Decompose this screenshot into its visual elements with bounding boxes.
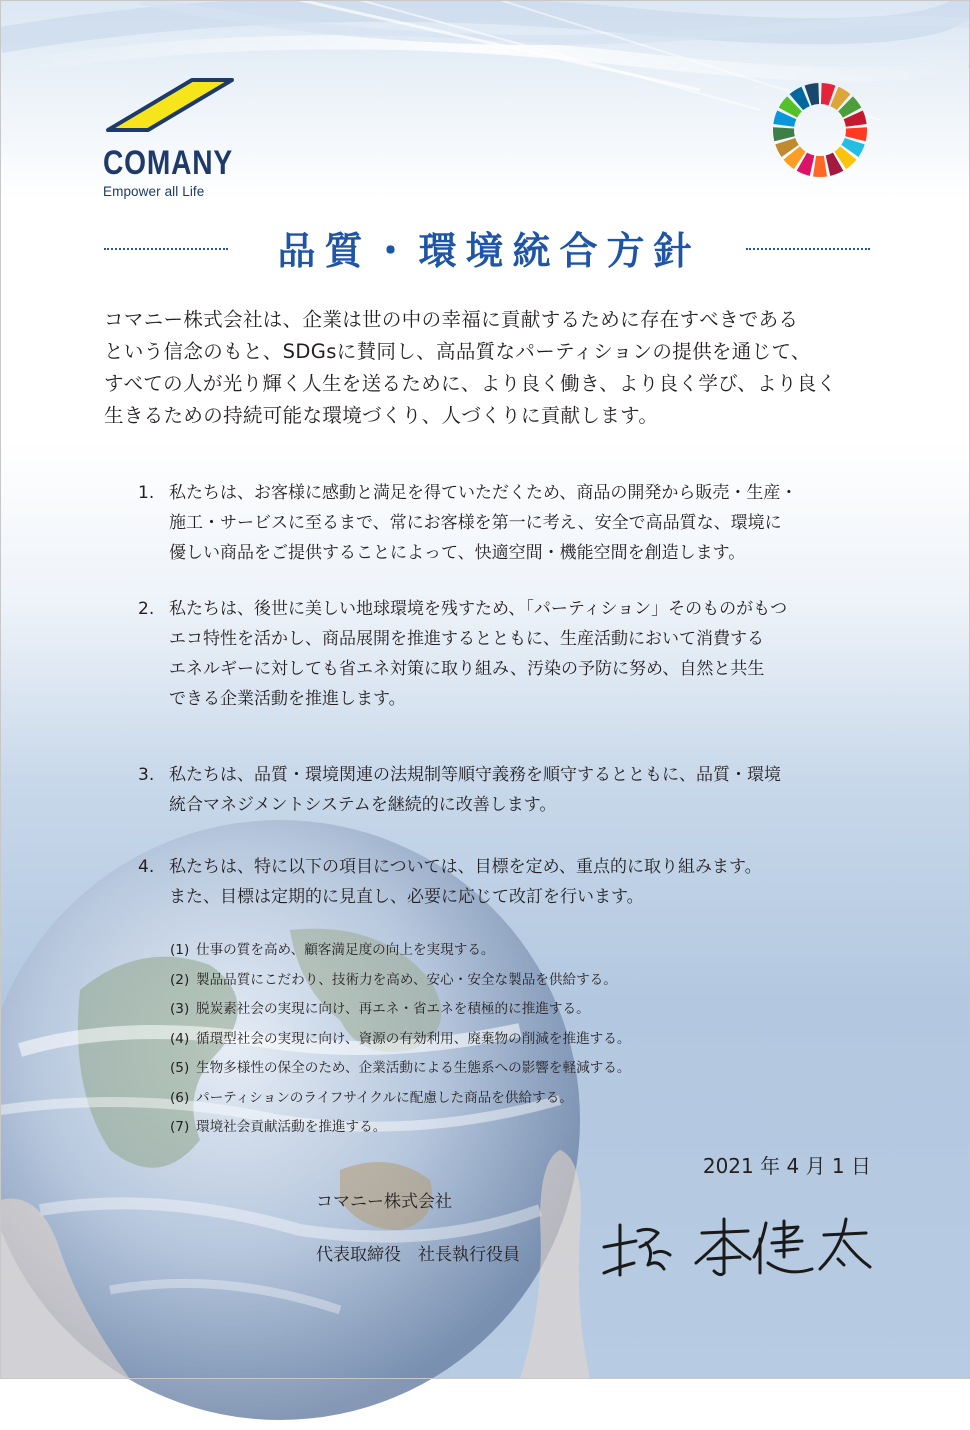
intro-line: すべての人が光り輝く人生を送るために、より良く働き、より良く学び、より良く [104,372,837,395]
list-item [170,995,630,1025]
intro-line: コマニー株式会社は、企業は世の中の幸福に貢献するために存在すべきである [104,308,799,331]
list-item-text: パーティションのライフサイクルに配慮した商品を供給する。 [196,1089,573,1106]
title-divider-right [746,248,870,250]
policy-number: 3. [138,765,155,785]
policy-line: 私たちは、後世に美しい地球環境を残すため、「パーティション」そのものがもつ [169,599,788,619]
list-item-text: 環境社会貢献活動を推進する。 [196,1119,387,1135]
list-item-text: 脱炭素社会の実現に向け、再エネ・省エネを積極的に推進する。 [196,1001,590,1017]
list-item [170,1054,630,1084]
intro-line: 生きるための持続可能な環境づくり、人づくりに貢献します。 [104,404,659,427]
signatory-title: 代表取締役 社長執行役員 [316,1245,520,1265]
sdg-wheel-segment [813,156,827,177]
policy-line: できる企業活動を推進します。 [169,689,406,709]
title-divider-left [104,248,228,250]
policy-item-3 [138,760,878,820]
policy-line: 私たちは、お客様に感動と満足を得ていただくため、商品の開発から販売・生産・ [169,483,798,503]
logo-wordmark: COMANY [103,144,233,182]
list-item-text: 循環型社会の実現に向け、資源の有効利用、廃棄物の削減を推進する。 [196,1030,631,1047]
sdg-wheel-segment [845,127,867,141]
policy-line: エネルギーに対しても省エネ対策に取り組み、汚染の予防に努め、自然と共生 [169,659,765,679]
list-item-number: (4) [170,1030,190,1047]
list-item [170,936,630,966]
sdg-wheel-segment [773,127,795,141]
list-item-number: (3) [170,1001,190,1017]
policy-line: 私たちは、特に以下の項目については、目標を定め、重点的に取り組みます。 [169,857,762,877]
list-item-text: 製品品質にこだわり、技術力を高め、安心・安全な製品を供給する。 [196,971,617,988]
list-item [170,1025,630,1055]
sdg-wheel-icon [772,82,868,178]
handwritten-signature [598,1213,873,1283]
title-row [100,218,870,278]
list-item-number: (6) [170,1089,190,1106]
list-item-number: (1) [170,942,190,958]
list-item [170,966,630,996]
list-item [170,1084,630,1114]
comany-logo-mark [100,78,240,182]
list-item-number: (2) [170,971,190,988]
list-item-number: (5) [170,1060,190,1076]
list-item [170,1113,630,1143]
issue-date: 2021 年 4 月 1 日 [702,1154,871,1178]
policy-line: 施工・サービスに至るまで、常にお客様を第一に考え、安全で高品質な、環境に [169,513,782,533]
intro-paragraph [104,304,876,432]
intro-line: という信念のもと、SDGsに賛同し、高品質なパーティションの提供を通じて、 [104,340,811,363]
policy-item-1 [138,478,878,568]
policy-item-4 [138,852,878,912]
list-item-text: 仕事の質を高め、顧客満足度の向上を実現する。 [196,942,495,958]
policy-number: 1. [138,483,155,503]
policy-line: 優しい商品をご提供することによって、快適空間・機能空間を創造します。 [169,543,746,563]
policy-line: 統合マネジメントシステムを継続的に改善します。 [169,795,557,815]
target-sub-list [170,936,630,1143]
policy-number: 2. [138,599,155,619]
list-item-number: (7) [170,1119,190,1135]
comany-logo [100,78,240,200]
policy-line: エコ特性を活かし、商品展開を推進するとともに、生産活動において消費する [169,629,764,649]
logo-tagline: Empower all Life [103,184,205,199]
policy-line: また、目標は定期的に見直し、必要に応じて改訂を行います。 [169,887,644,907]
page-title: 品質・環境統合方針 [277,229,701,273]
list-item-text: 生物多様性の保全のため、企業活動による生態系への影響を軽減する。 [196,1060,631,1076]
policy-line: 私たちは、品質・環境関連の法規制等順守義務を順守するとともに、品質・環境 [169,765,781,785]
company-name: コマニー株式会社 [316,1192,452,1212]
policy-item-2 [138,594,878,714]
policy-number: 4. [138,857,155,877]
